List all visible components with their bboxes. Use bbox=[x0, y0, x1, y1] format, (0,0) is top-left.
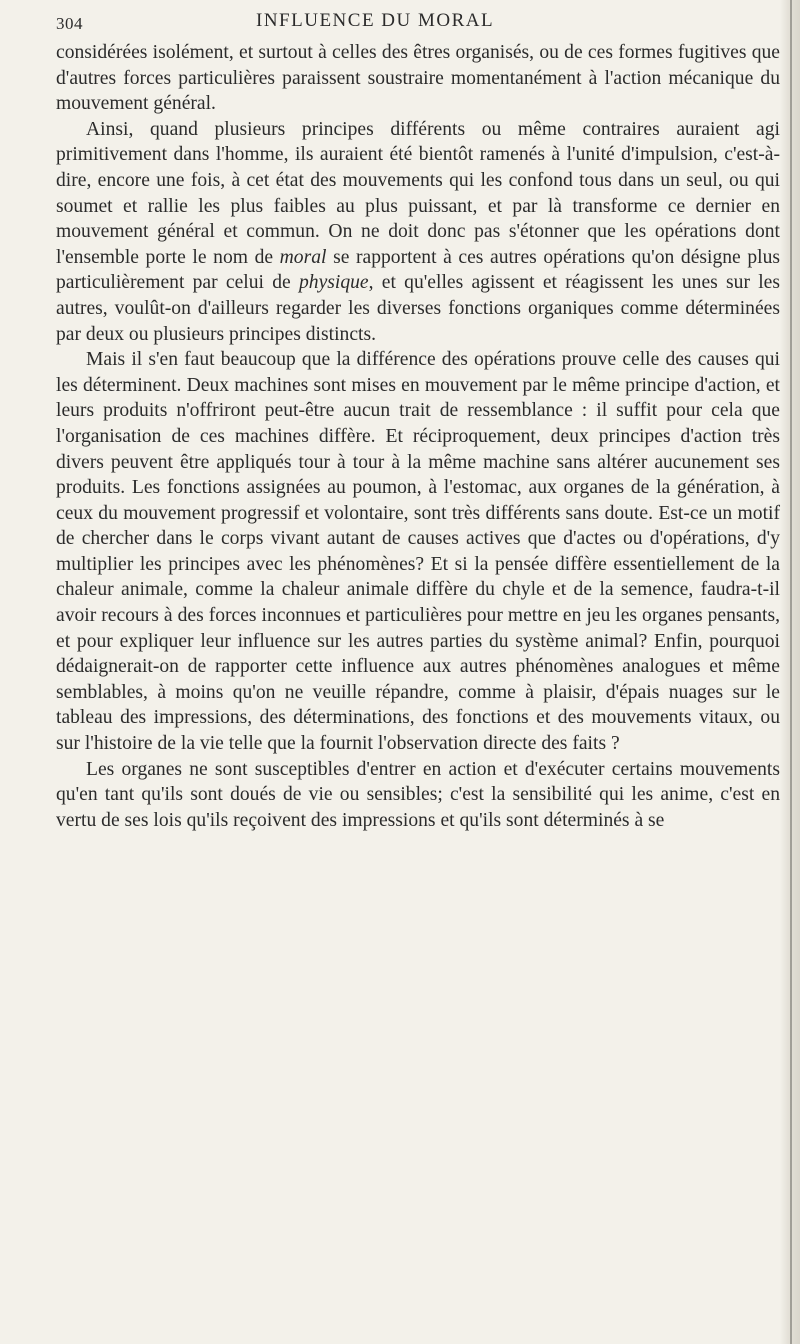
page-number: 304 bbox=[56, 14, 83, 33]
term-moral: moral bbox=[279, 246, 327, 268]
paragraph-2-part-c: , et qu'elles agissent et réagissent les unes sur les autres, voulût-on d'ailleurs regarder les diverses fonctions organiques comme déterminées par deux ou plusieurs principes distincts. bbox=[56, 272, 780, 345]
page-header bbox=[56, 10, 776, 36]
page-body bbox=[56, 40, 780, 833]
paragraph-2 bbox=[56, 117, 780, 347]
page-edge-line bbox=[790, 0, 792, 1344]
paragraph-3: Mais il s'en faut beaucoup que la différence des opérations prouve celle des causes qui les déterminent. Deux machines sont mises en mouvement par le même principe d'action, et leurs produits n'offriront peut-être aucun trait de ressemblance : il suffit pour cela que l'organisation de ces machines diffère. Et réciproquement, deux principes d'action très divers peuvent être appliqués tour à tour à la même machine sans altérer aucunement ses produits. Les fonctions assignées au poumon, à l'estomac, aux organes de la génération, à ceux du mouvement progressif et volontaire, sont très différents sans doute. Est-ce un motif de chercher dans le corps vivant autant de causes actives que d'actes ou d'opérations, d'y multiplier les principes avec les phénomènes? Et si la pensée diffère essentiellement de la chaleur animale, comme la chaleur animale diffère du chyle et de la semence, faudra-t-il avoir recours à des forces inconnues et particulières pour mettre en jeu les organes pensants, et pour expliquer leur influence sur les autres parties du système animal? Enfin, pourquoi dédaignerait-on de rapporter cette influence aux autres phénomènes analogues et même semblables, à moins qu'on ne veuille répandre, comme à plaisir, d'épais nuages sur le tableau des impressions, des déterminations, des fonctions et des mouvements vitaux, ou sur l'histoire de la vie telle que la fournit l'observation directe des faits ? bbox=[56, 349, 780, 755]
paragraph-2-part-a: Ainsi, quand plusieurs principes différents ou même contraires auraient agi primitivement dans l'homme, ils auraient été bientôt ramenés à l'unité d'impulsion, c'est-à-dire, encore une fois, à cet état des mouvements qui les confond tous dans un seul, ou qui soumet et rallie les plus faibles au plus puissant, et par là transforme ce dernier en mouvement général et commun. On ne doit donc pas s'étonner que les opérations dont l'ensemble porte le nom de bbox=[56, 118, 780, 268]
running-head: INFLUENCE DU MORAL bbox=[256, 10, 495, 31]
paragraph-1: considérées isolément, et surtout à celles des êtres organisés, ou de ces formes fugitives que d'autres forces particulières paraissent soustraire momentanément à l'action mécanique du mouvement général. bbox=[56, 42, 780, 115]
paragraph-4: Les organes ne sont susceptibles d'entrer en action et d'exécuter certains mouvements qu'en tant qu'ils sont doués de vie ou sensibles; c'est la sensibilité qui les anime, c'est en vertu de ses lois qu'ils reçoivent des impressions et qu'ils sont déterminés à se bbox=[56, 758, 780, 831]
paragraph-2-part-b: se rapportent à ces autres opérations qu'on désigne plus particulièrement par celui de bbox=[56, 246, 780, 294]
term-physique: physique bbox=[298, 272, 369, 294]
